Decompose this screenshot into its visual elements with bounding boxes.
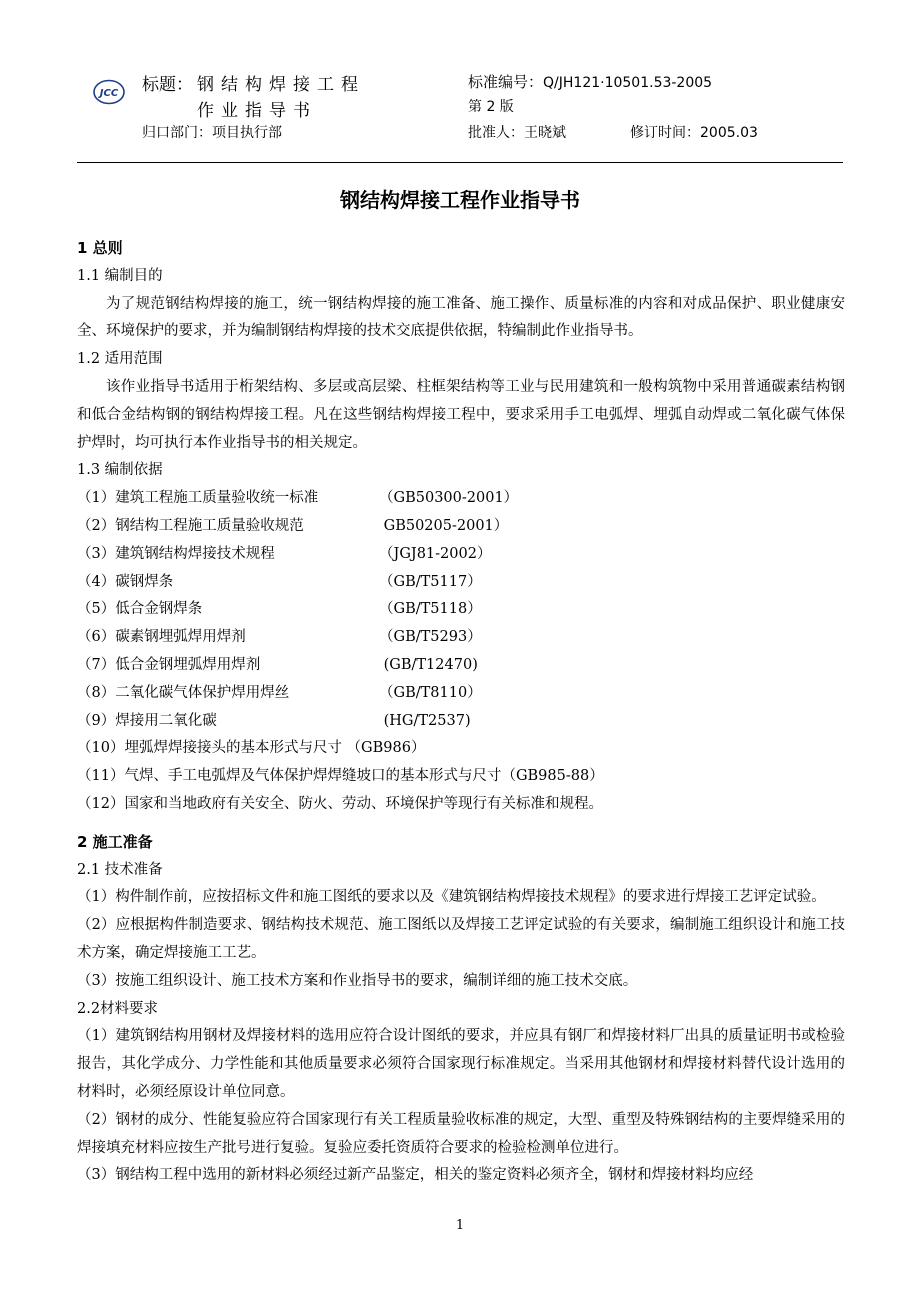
paragraph: （1）建筑钢结构用钢材及焊接材料的选用应符合设计图纸的要求，并应具有钢厂和焊接材料厂出具的质量证明书或检验报告，其化学成分、力学性能和其他质量要求必须符合国家现行标准规定。当采用其他钢材和焊接材料替代设计选用的材料时，必须经原设计单位同意。 [77,1028,845,1100]
approver [468,122,566,142]
standard-number-value: Q/JH121·10501.53-2005 [543,75,713,91]
version: 第 2 版 [468,99,514,115]
reference-name: （3）建筑钢结构焊接技术规程 [77,545,275,562]
reference-code: （JGJ81-2002） [379,545,492,562]
reference-item [77,541,845,569]
revision-date-value: 2005.03 [700,125,758,141]
section-heading: 1 总则 [77,239,123,257]
department [142,122,282,142]
reference-item [77,708,845,736]
reference-name: （2）钢结构工程施工质量验收规范 [77,517,304,534]
paragraph: （3）钢结构工程中选用的新材料必须经过新产品鉴定，相关的鉴定资料必须齐全，钢材和焊接材料均应经 [77,1167,754,1184]
reference-item [77,596,845,624]
subsection-heading: 1.3 编制依据 [77,462,163,479]
reference-code: （GB/T5293） [379,629,482,646]
reference-name: （6）碳素钢埋弧焊用焊剂 [77,629,246,646]
reference-item [77,513,845,541]
paragraph: 为了规范钢结构焊接的施工，统一钢结构焊接的施工准备、施工操作、质量标准的内容和对成品保护、职业健康安全、环境保护的要求，并为编制钢结构焊接的技术交底提供依据，特编制此作业指导书。 [77,295,845,340]
standard-number [468,71,712,92]
paragraph: （3）按施工组织设计、施工技术方案和作业指导书的要求，编制详细的施工技术交底。 [77,972,638,989]
reference-code: （GB/T8110） [379,684,482,701]
header-title-line2: 作业指导书 [197,101,317,121]
paragraph: （2）应根据构件制造要求、钢结构技术规范、施工图纸以及焊接工艺评定试验的有关要求，编制施工组织设计和施工技术方案，确定焊接施工工艺。 [77,917,845,961]
reference-item [77,624,845,652]
approver-value: 王晓斌 [524,125,566,141]
subsection-heading: 1.2 适用范围 [77,351,163,368]
section-heading: 2 施工准备 [77,832,153,851]
reference-code: （GB50300-2001） [379,490,519,507]
reference-name: （5）低合金钢焊条 [77,601,203,618]
page-number: 1 [455,1218,465,1233]
document-title: 钢结构焊接工程作业指导书 [340,188,580,212]
document-header [0,0,920,170]
reference-item [77,680,845,708]
reference-item: （10）埋弧焊焊接接头的基本形式与尺寸 （GB986） [77,740,426,757]
department-value: 项目执行部 [212,125,282,141]
subsection-heading: 2.1 技术准备 [77,861,163,878]
spacer [77,819,845,829]
company-logo [93,79,125,105]
header-title-line1: 钢结构焊接工程 [197,75,365,95]
reference-item [77,485,845,513]
subsection-heading: 2.2材料要求 [77,1000,159,1017]
logo-text: JCC [99,88,119,99]
paragraph: 该作业指导书适用于桁架结构、多层或高层梁、柱框架结构等工业与民用建筑和一般构筑物中采用普通碳素结构钢和低合金结构钢的钢结构焊接工程。凡在这些钢结构焊接工程中，要求采用手工电弧焊、埋弧自动焊或二氧化碳气体保护焊时，均可执行本作业指导书的相关规定。 [77,378,845,451]
subsection-heading: 1.1 编制目的 [77,267,163,284]
reference-name: （1）建筑工程施工质量验收统一标准 [77,490,319,507]
reference-name: （7）低合金钢埋弧焊用焊剂 [77,656,261,673]
revision-date [630,122,758,142]
revision-date-label: 修订时间： [630,125,700,141]
reference-code: （GB/T5117） [379,573,482,590]
document-body [77,235,845,1190]
reference-item [77,652,845,680]
reference-code: (GB/T12470) [379,656,478,673]
reference-item [77,569,845,597]
paragraph: （1）构件制作前，应按招标文件和施工图纸的要求以及《建筑钢结构焊接技术规程》的要求进行焊接工艺评定试验。 [77,889,826,906]
standard-number-label: 标准编号： [468,73,544,91]
reference-code: （GB/T5118） [379,601,482,618]
reference-item: （11）气焊、手工电弧焊及气体保护焊焊缝坡口的基本形式与尺寸（GB985-88） [77,768,604,785]
reference-code: GB50205-2001） [379,517,509,534]
department-label: 归口部门： [142,125,212,141]
reference-code: (HG/T2537) [379,712,471,729]
reference-name: （8）二氧化碳气体保护焊用焊丝 [77,684,290,701]
paragraph: （2）钢材的成分、性能复验应符合国家现行有关工程质量验收标准的规定，大型、重型及特殊钢结构的主要焊缝采用的焊接填充材料应按生产批号进行复验。复验应委托资质符合要求的检验检测单位进行。 [77,1111,845,1156]
reference-name: （4）碳钢焊条 [77,573,174,590]
reference-name: （9）焊接用二氧化碳 [77,712,217,729]
header-divider [77,162,843,163]
approver-label: 批准人： [468,125,524,141]
title-label: 标题： [142,75,193,95]
reference-item: （12）国家和当地政府有关安全、防火、劳动、环境保护等现行有关标准和规程。 [77,795,603,812]
